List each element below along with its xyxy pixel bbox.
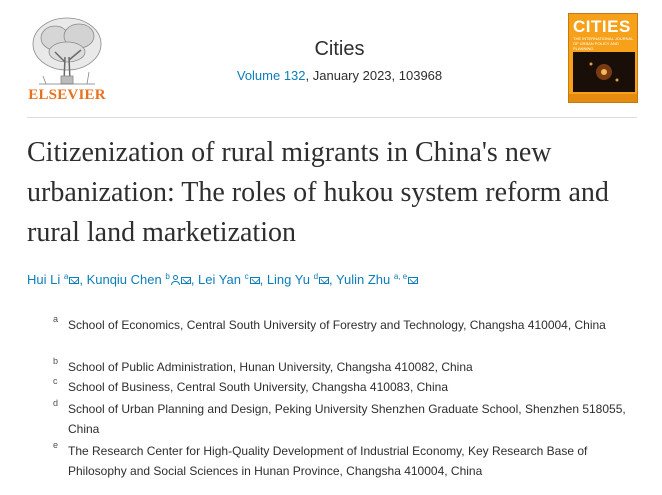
- author-list: Hui Li $^a$ , Kunqiu Chen $^b$ , Lei Yan $^c$ , Ling Yu $^d$ , Yulin Zhu $^{a, e}$: [27, 272, 418, 287]
- author-name[interactable]: Yulin Zhu: [336, 272, 391, 287]
- affiliation-text: School of Public Administration, Hunan University, Changsha 410082, China: [68, 360, 473, 374]
- issue-details: , January 2023, 103968: [305, 68, 443, 83]
- author-affil-sup: a, e: [393, 272, 408, 281]
- author-name[interactable]: Lei Yan: [198, 272, 241, 287]
- mail-icon[interactable]: [408, 277, 418, 284]
- cover-subtitle: THE INTERNATIONAL JOURNAL OF URBAN POLICY AND PLANNING: [573, 36, 634, 51]
- elsevier-wordmark[interactable]: ELSEVIER: [28, 87, 106, 103]
- journal-issue-info: [17, 68, 662, 83]
- author-yulin-zhu[interactable]: [336, 272, 418, 287]
- article-title: Citizenization of rural migrants in China's new urbanization: The roles of hukou system reform and rural land marketization: [27, 137, 609, 248]
- mail-icon[interactable]: [69, 277, 79, 284]
- author-name[interactable]: Ling Yu: [266, 272, 310, 287]
- author-name[interactable]: Kunqiu Chen: [86, 272, 162, 287]
- mail-icon[interactable]: [181, 277, 191, 284]
- author-lei-yan[interactable]: [198, 272, 260, 287]
- author-affil-sup: c: [244, 272, 249, 281]
- journal-title[interactable]: Cities: [314, 38, 365, 60]
- affiliation-letter: e: [53, 440, 59, 450]
- affiliation-letter: a: [53, 314, 59, 324]
- volume-link[interactable]: Volume 132: [236, 68, 306, 83]
- author-ling-yu[interactable]: [267, 272, 329, 287]
- cover-title: CITIES: [573, 17, 631, 36]
- journal-cover-image[interactable]: [568, 13, 638, 103]
- affiliation-text: School of Economics, Central South University of Forestry and Technology, Changsha 410004, China: [68, 318, 606, 332]
- author-affil-sup: a: [63, 272, 69, 281]
- affiliation-text: School of Business, Central South University, Changsha 410083, China: [68, 380, 448, 394]
- journal-info-block: [0, 38, 662, 83]
- cover-footer-bar: [569, 94, 638, 102]
- author-affil-sup: d: [313, 272, 319, 281]
- header-divider: [27, 117, 637, 118]
- affiliation-letter: b: [53, 356, 59, 366]
- author-hui-li[interactable]: [27, 272, 79, 287]
- article-header: [0, 0, 662, 118]
- affiliation-letter: d: [53, 398, 59, 408]
- mail-icon[interactable]: [250, 277, 260, 284]
- author-kunqiu-chen[interactable]: [87, 272, 191, 287]
- affiliation-letter: c: [53, 376, 58, 386]
- affiliation-text: School of Urban Planning and Design, Peking University Shenzhen Graduate School, Shenzhen 518055, China: [68, 402, 626, 436]
- cover-photo: [573, 52, 635, 92]
- author-name[interactable]: Hui Li: [27, 272, 61, 287]
- mail-icon[interactable]: [319, 277, 329, 284]
- person-icon[interactable]: [171, 275, 180, 285]
- author-affil-sup: b: [165, 272, 170, 281]
- affiliation-text: The Research Center for High-Quality Development of Industrial Economy, Key Research Base of Philosophy and Social Sciences in Hunan Province, Changsha 410004, China: [68, 444, 588, 478]
